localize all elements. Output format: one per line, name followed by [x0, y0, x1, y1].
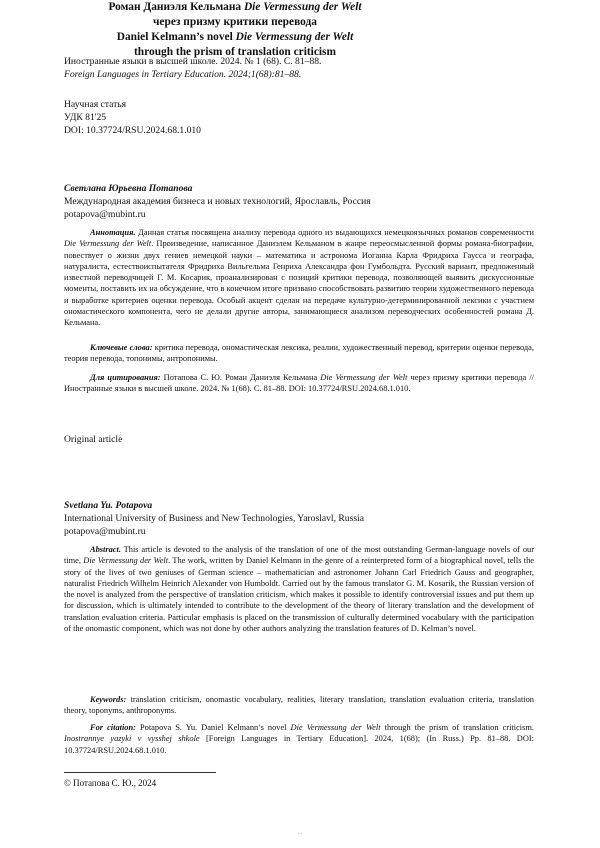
keywords-ru-text: критика перевода, ономастическая лексика, реалии, художественный перевод, критерии оценки перевода, теория перевода, топонимы, антропонимы. [64, 343, 534, 364]
journal-citation-ru: Иностранные языки в высшей школе. 2024. № 1 (68). С. 81–88. [64, 56, 322, 67]
journal-citation-en: Foreign Languages in Tertiary Education. 2024;1(68):81–88. [64, 69, 302, 80]
abstract-ru [64, 227, 534, 329]
journal-header [64, 55, 534, 81]
abstract-en-text-b: . The work, written by Daniel Kelmann in the genre of a reinterpreted form of a biographical novel, tells the story of the lives of two geniuses of German science – mathematician and astronomer Johann Carl Friedrich Gauss and geographer, naturalist Friedrich Wilhelm Heinrich Alexander von Humboldt. Carried out by the famous translator G. M. Kosarik, the Russian version of the novel is analyzed from the perspective of translation criticism, which makes it possible to identify controversial issues and put them up for discussion, which is ultimately intended to contribute to the development of the theory of literary translation and the development of translation evaluation criteria. Particular emphasis is placed on the transmission of culturally determined vocabulary with the participation of the onomastic component, which was not done by other authors analyzing the translation features of D. Kelman’s novel. [64, 556, 534, 634]
citation-en-text-c: [Foreign Languages in Tertiary Education]. 2024, 1(68); (In Russ.) Pp. 81–88. DOI: 10.37724/RSU.2024.68.1.010. [64, 734, 534, 755]
keywords-en-label: Keywords: [90, 695, 127, 704]
footnote-divider [64, 772, 216, 773]
author-block-en [64, 499, 534, 538]
abstract-en-italic: Die Vermessung der Welt [83, 556, 169, 566]
author-block-ru [64, 182, 534, 221]
citation-ru-label: Для цитирования: [90, 373, 161, 382]
citation-en-italic: Die Vermessung der Welt [290, 723, 381, 732]
keywords-ru-label: Ключевые слова: [90, 343, 153, 352]
article-meta [64, 98, 534, 137]
article-type-en: Original article [64, 434, 123, 445]
keywords-en-text: translation criticism, onomastic vocabulary, realities, literary translation, translation evaluation criteria, translation theory, toponyms, anthroponyms. [64, 695, 534, 716]
keywords-en [64, 694, 534, 717]
page-number-mark: ·· [297, 830, 303, 838]
author-name-en: Svetlana Yu. Potapova [64, 500, 153, 511]
title-ru [0, 0, 470, 30]
abstract-ru-italic: Die Vermessung der Welt [64, 239, 152, 249]
citation-en-text-a: Potapova S. Yu. Daniel Kelmann’s novel [135, 723, 291, 732]
title-en-line2: through the prism of translation criticism [134, 46, 336, 58]
title-ru-line2: через призму критики перевода [153, 16, 317, 28]
title-ru-italic: Die Vermessung der Welt [243, 1, 362, 13]
title-ru-plain: Роман Даниэля Кельмана [108, 1, 244, 13]
affiliation-en: International University of Business and New Technologies, Yaroslavl, Russia [64, 513, 364, 524]
abstract-en-label: Abstract. [90, 545, 121, 554]
abstract-ru-text-b: . Произведение, написанное Даниэлем Кельманом в жанре переосмысленной формы романа-биографии, повествует о жизни двух гениев немецкой науки – математика и астронома Иоганна Карла Фридриха Гаусса и географа, натуралиста, естествоиспытателя Фридриха Вильгельма Генриха Александра фон Гумбольдта. Русский вариант, предложенный известной переводчицей Г. М. Косарик, проанализирован с позиций критики перевода, позволяющей выявить дискуссионные моменты, поставить их на обсуждение, что в конечном итоге призвано способствовать развитию теории художественного перевода и выработке критериев оценки перевода. Особый акцент сделан на передаче культурно-детерминированной лексики с участием ономастического компонента, чего не делали другие авторы, занимающиеся анализом переводческих особенностей романа Д. Кельмана. [64, 239, 534, 328]
udk-code: УДК 81'25 [64, 112, 107, 123]
abstract-ru-label: Аннотация. [90, 228, 136, 237]
abstract-en-text-a: This article is devoted to the analysis of the translation of one of the most outstanding German-language novels of our time, [64, 545, 534, 566]
email-ru: potapova@mubint.ru [64, 209, 146, 220]
keywords-ru [64, 342, 534, 365]
abstract-en [64, 544, 534, 634]
author-name-ru: Светлана Юрьевна Потапова [64, 183, 193, 194]
title-en-italic: Die Vermessung der Welt [235, 31, 354, 43]
doi: DOI: 10.37724/RSU.2024.68.1.010 [64, 125, 201, 136]
citation-ru-text-b: через призму критики перевода // Иностранные языки в высшей школе. 2024. № 1(68). С. 81–88. DOI: 10.37724/RSU.2024.68.1.010. [64, 373, 534, 394]
citation-ru-text-a: Потапова С. Ю. Роман Даниэля Кельмана [160, 373, 321, 382]
abstract-ru-text-a: Данная статья посвящена анализу перевода одного из выдающихся немецкоязычных романов современности [135, 228, 534, 237]
citation-ru [64, 372, 534, 395]
copyright-note: © Потапова С. Ю., 2024 [64, 778, 157, 788]
affiliation-ru: Международная академия бизнеса и новых технологий, Ярославль, Россия [64, 196, 371, 207]
citation-ru-italic: Die Vermessung der Welt [320, 373, 408, 382]
article-type-ru: Научная статья [64, 99, 127, 110]
email-en: potapova@mubint.ru [64, 526, 146, 537]
citation-en-journal-italic: Inostrannye yazyki v vysshej shkole [64, 734, 200, 744]
title-en-plain: Daniel Kelmann’s novel [116, 31, 236, 43]
citation-en-text-b: through the prism of translation criticism. [380, 723, 534, 732]
citation-en-label: For citation: [90, 723, 136, 732]
citation-en [64, 722, 534, 756]
